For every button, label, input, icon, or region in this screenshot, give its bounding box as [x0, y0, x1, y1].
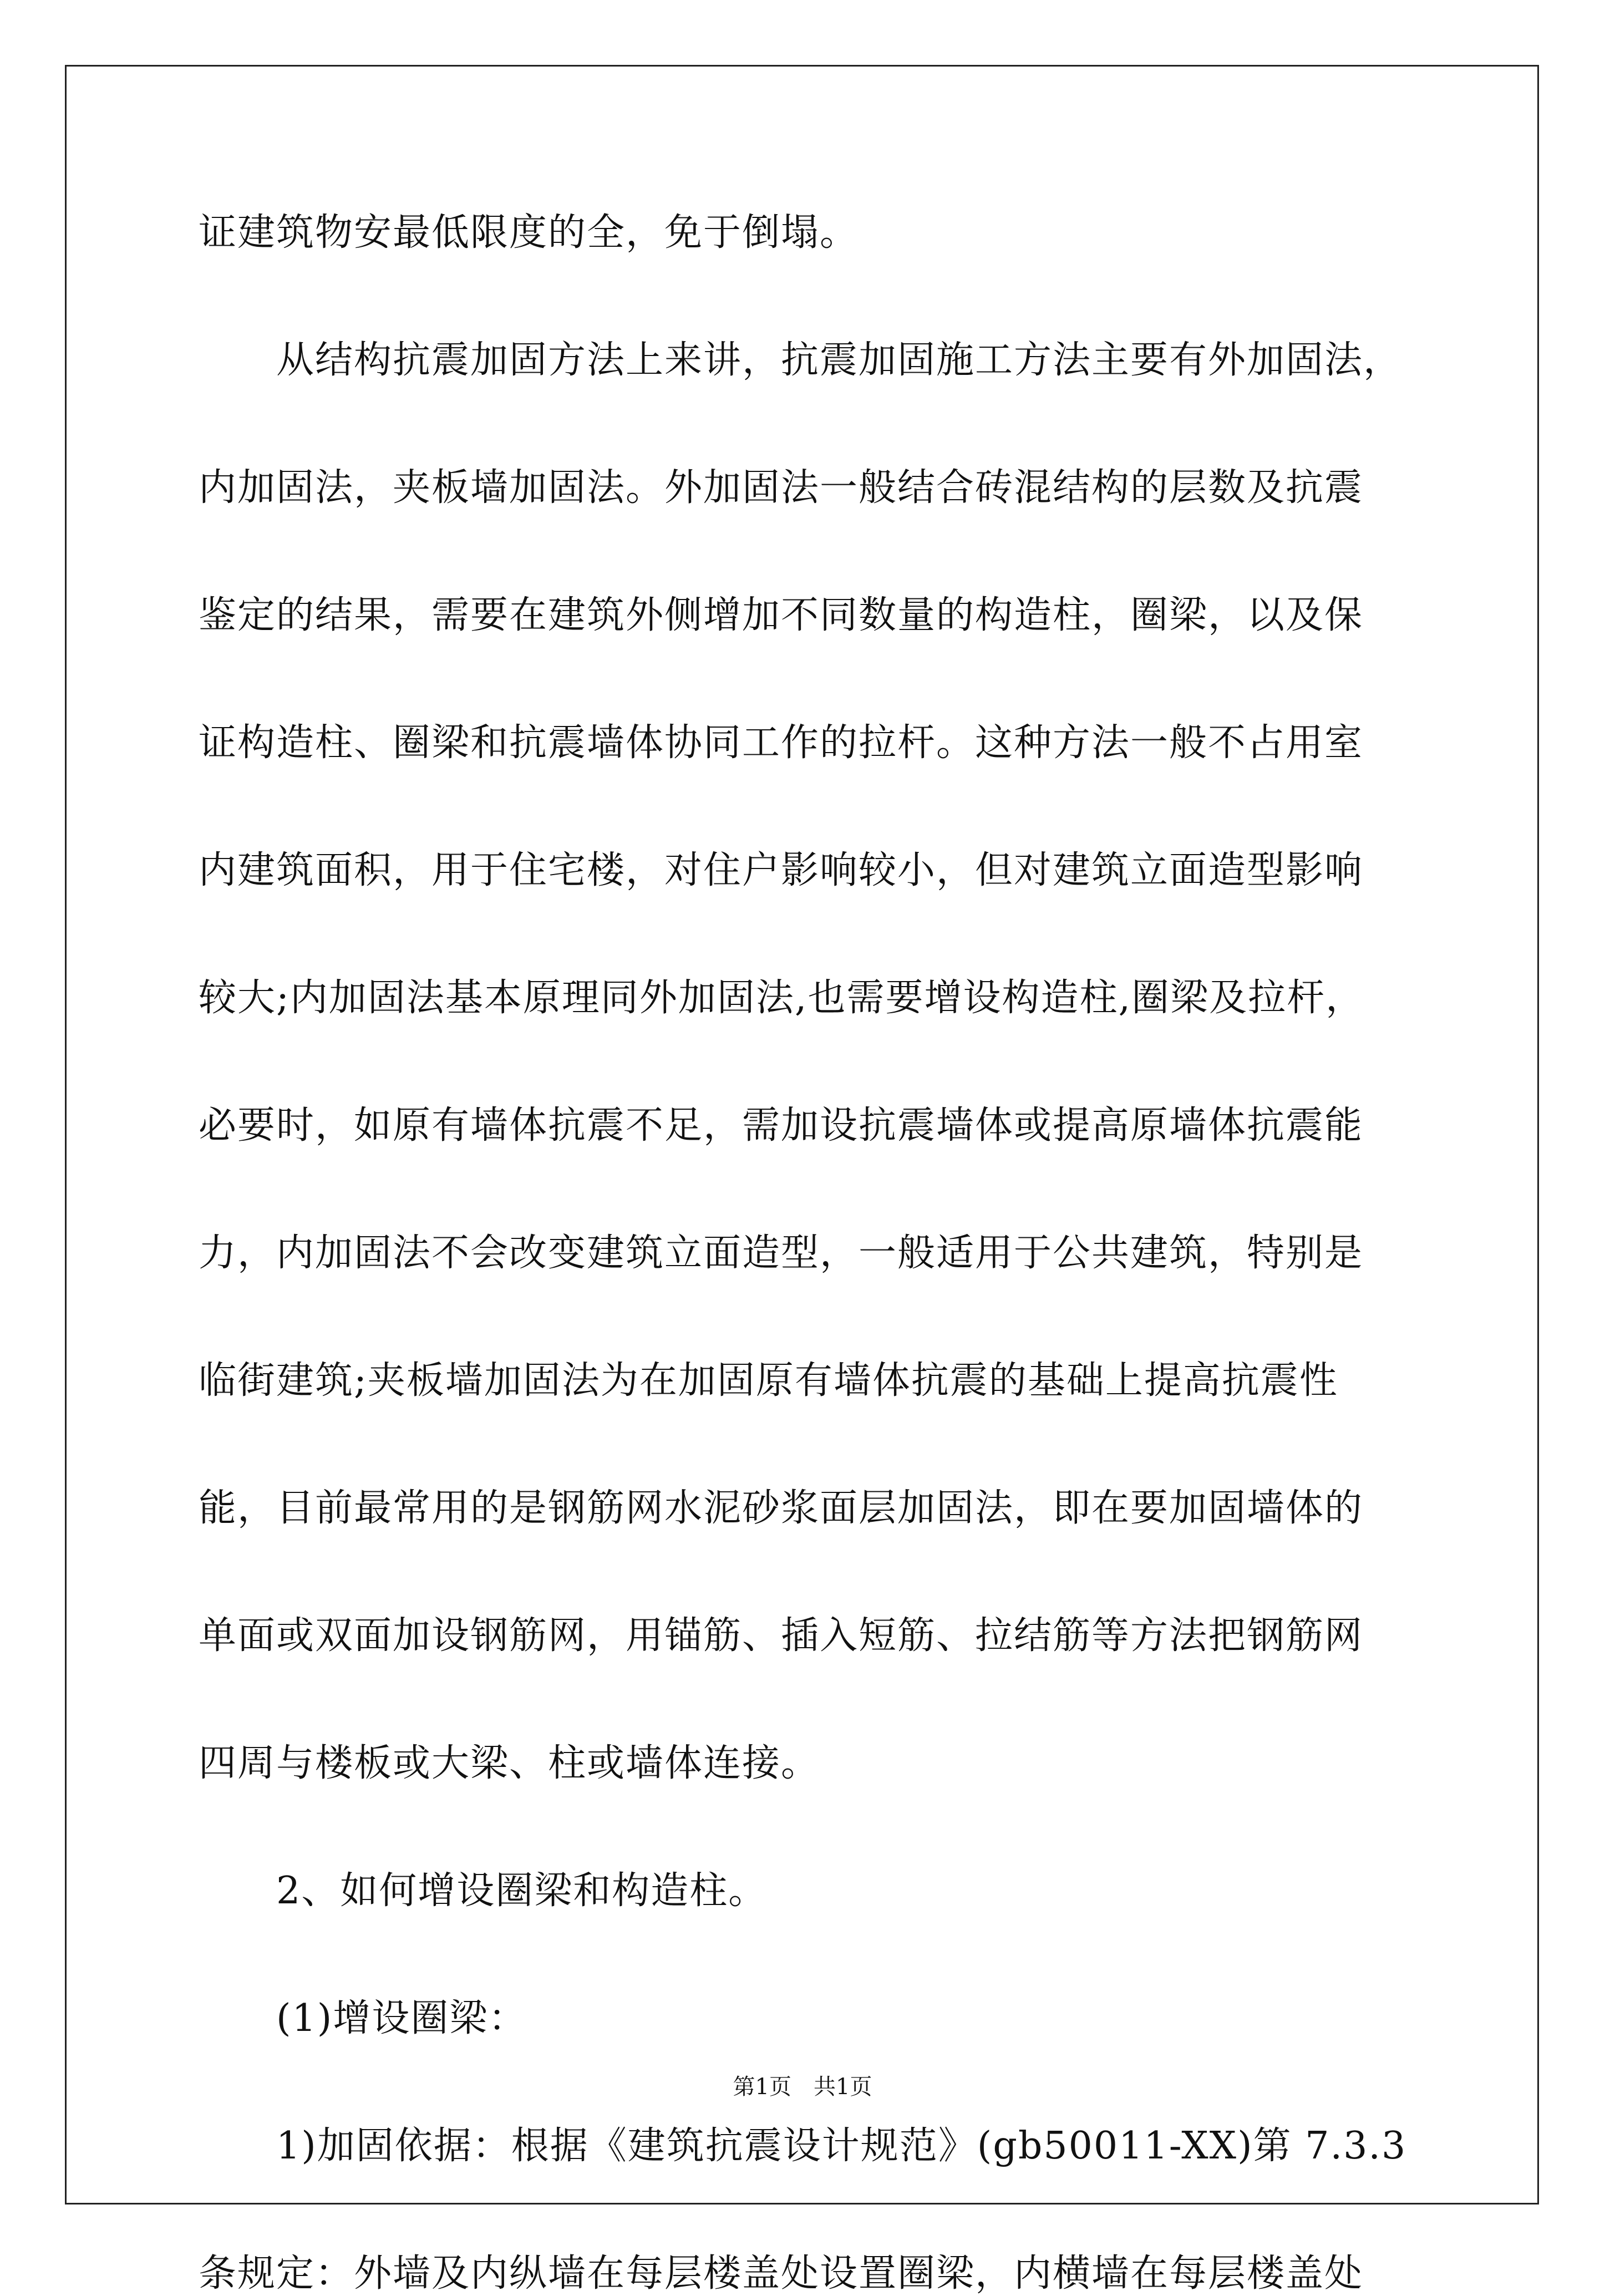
text-line: 从结构抗震加固方法上来讲，抗震加固施工方法主要有外加固法， [199, 338, 1403, 382]
text-line: 内加固法，夹板墙加固法。外加固法一般结合砖混结构的层数及抗震 [199, 466, 1364, 510]
text-line: 较大;内加固法基本原理同外加固法,也需要增设构造柱,圈梁及拉杆， [199, 976, 1365, 1020]
text-line: 证构造柱、圈梁和抗震墙体协同工作的拉杆。这种方法一般不占用室 [199, 721, 1364, 765]
text-line: 临街建筑;夹板墙加固法为在加固原有墙体抗震的基础上提高抗震性 [199, 1359, 1338, 1403]
subsection-heading: (1)增设圈梁： [199, 1997, 527, 2040]
text-line: 单面或双面加设钢筋网，用锚筋、插入短筋、拉结筋等方法把钢筋网 [199, 1614, 1364, 1658]
text-line: 四周与楼板或大梁、柱或墙体连接。 [199, 1741, 820, 1785]
text-line: 必要时，如原有墙体抗震不足，需加设抗震墙体或提高原墙体抗震能 [199, 1104, 1364, 1147]
section-heading: 2、如何增设圈梁和构造柱。 [199, 1869, 768, 1913]
text-line: 鉴定的结果，需要在建筑外侧增加不同数量的构造柱，圈梁，以及保 [199, 593, 1364, 637]
page-number-footer: 第1页 共1页 [733, 2074, 872, 2100]
text-line: 力，内加固法不会改变建筑立面造型，一般适用于公共建筑，特别是 [199, 1231, 1364, 1275]
text-line: 内建筑面积，用于住宅楼，对住户影响较小，但对建筑立面造型影响 [199, 849, 1364, 892]
text-line: 条规定：外墙及内纵墙在每层楼盖处设置圈梁，内横墙在每层楼盖处 [199, 2252, 1364, 2295]
text-line: 1)加固依据：根据《建筑抗震设计规范》(gb50011-XX)第 7.3.3 [199, 2124, 1407, 2168]
text-line: 证建筑物安最低限度的全，免于倒塌。 [199, 211, 859, 255]
text-line: 能，目前最常用的是钢筋网水泥砂浆面层加固法，即在要加固墙体的 [199, 1486, 1364, 1530]
